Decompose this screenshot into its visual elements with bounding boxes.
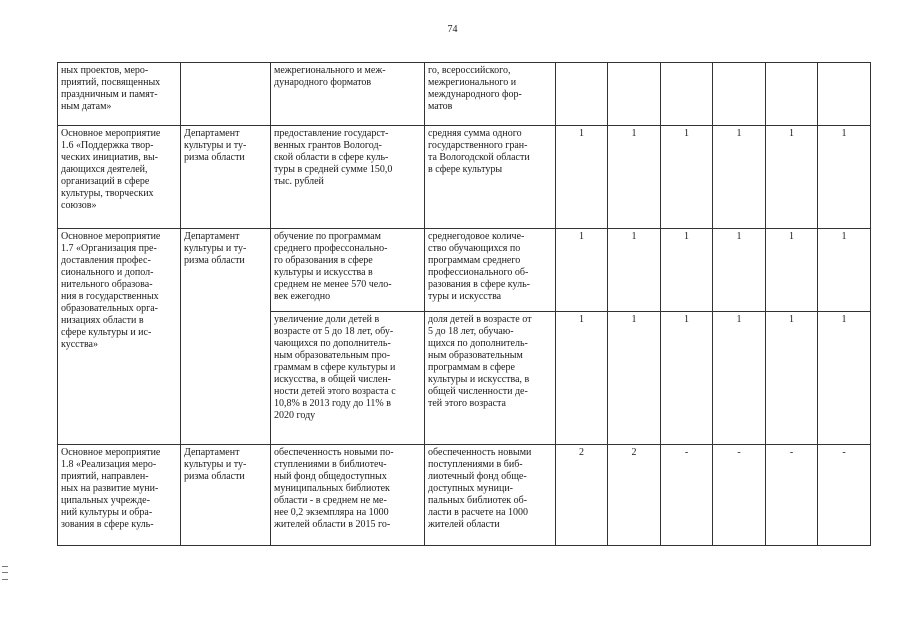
value-cell: - (766, 445, 818, 546)
value-cell: - (818, 445, 871, 546)
indicator-cell: среднегодовое количе- ство обучающихся по программам среднего профессионального об- разования в сфере куль- туры и искусства (425, 229, 556, 312)
result-cell: увеличение доли детей в возрасте от 5 до 18 лет, обу- чающихся по дополнитель- ным образовательным про- граммам в сфере культуры и искусства, в общей числен- ности детей этого возраста с 10,8% в 2013 году до 11% в 2020 году (271, 312, 425, 445)
value-cell (766, 63, 818, 126)
value-cell: - (661, 445, 713, 546)
result-cell: обеспеченность новыми по- ступлениями в библиотеч- ный фонд общедоступных муниципальных библиотек области - в среднем не ме- нее 0,2 экземпляра на 1000 жителей области в 2015 го- (271, 445, 425, 546)
table-row (58, 445, 871, 546)
value-cell (661, 63, 713, 126)
value-cell: 1 (556, 312, 608, 445)
value-cell: 1 (661, 229, 713, 312)
indicator-cell: обеспеченность новыми поступлениями в биб- лиотечный фонд обще- доступных муници- пальных библиотек об- ласти в расчете на 1000 жителей области (425, 445, 556, 546)
indicator-cell: средняя сумма одного государственного гран- та Вологодской области в сфере культуры (425, 126, 556, 229)
program-table (57, 62, 871, 546)
table-row (58, 229, 871, 312)
value-cell: 1 (608, 126, 661, 229)
value-cell: 1 (661, 312, 713, 445)
value-cell: 1 (608, 229, 661, 312)
executor-cell: Департамент культуры и ту- ризма области (181, 229, 271, 445)
value-cell: 2 (608, 445, 661, 546)
value-cell: 1 (818, 312, 871, 445)
executor-cell: Департамент культуры и ту- ризма области (181, 445, 271, 546)
value-cell: 1 (661, 126, 713, 229)
value-cell: 1 (818, 229, 871, 312)
result-cell: межрегионального и меж- дународного форматов (271, 63, 425, 126)
value-cell (818, 63, 871, 126)
event-cell: Основное мероприятие 1.7 «Организация пре- доставления профес- сионального и допол- нительного образова- ния в государственных образовательных орга- низациях области в сфере культуры и ис- кусства» (58, 229, 181, 445)
executor-cell: Департамент культуры и ту- ризма области (181, 126, 271, 229)
value-cell: 1 (713, 229, 766, 312)
value-cell: 1 (766, 126, 818, 229)
event-cell: Основное мероприятие 1.6 «Поддержка твор- ческих инициатив, вы- дающихся деятелей, организаций в сфере культуры, творческих союзов» (58, 126, 181, 229)
value-cell: 1 (556, 126, 608, 229)
value-cell: 1 (713, 312, 766, 445)
value-cell (556, 63, 608, 126)
value-cell: 1 (556, 229, 608, 312)
result-cell: обучение по программам среднего профессонально- го образования в сфере культуры и искусства в среднем не менее 570 чело- век ежегодно (271, 229, 425, 312)
scan-margin-mark (2, 566, 8, 580)
result-cell: предоставление государст- венных грантов Вологод- ской области в сфере куль- туры в средней сумме 150,0 тыс. рублей (271, 126, 425, 229)
event-cell: ных проектов, меро- приятий, посвященных праздничным и памят- ным датам» (58, 63, 181, 126)
table-row (58, 126, 871, 229)
page-number: 74 (447, 24, 458, 35)
table-row (58, 63, 871, 126)
indicator-cell: доля детей в возрасте от 5 до 18 лет, обучаю- щихся по дополнитель- ным образовательным программам в сфере культуры и искусства, в общей численности де- тей этого возраста (425, 312, 556, 445)
value-cell: - (713, 445, 766, 546)
value-cell (713, 63, 766, 126)
value-cell: 1 (608, 312, 661, 445)
value-cell: 1 (818, 126, 871, 229)
value-cell (608, 63, 661, 126)
value-cell: 1 (766, 312, 818, 445)
indicator-cell: го, всероссийского, межрегионального и международного фор- матов (425, 63, 556, 126)
value-cell: 1 (713, 126, 766, 229)
event-cell: Основное мероприятие 1.8 «Реализация меро- приятий, направлен- ных на развитие муни- ципальных учрежде- ний культуры и обра- зования в сфере куль- (58, 445, 181, 546)
executor-cell (181, 63, 271, 126)
value-cell: 2 (556, 445, 608, 546)
value-cell: 1 (766, 229, 818, 312)
